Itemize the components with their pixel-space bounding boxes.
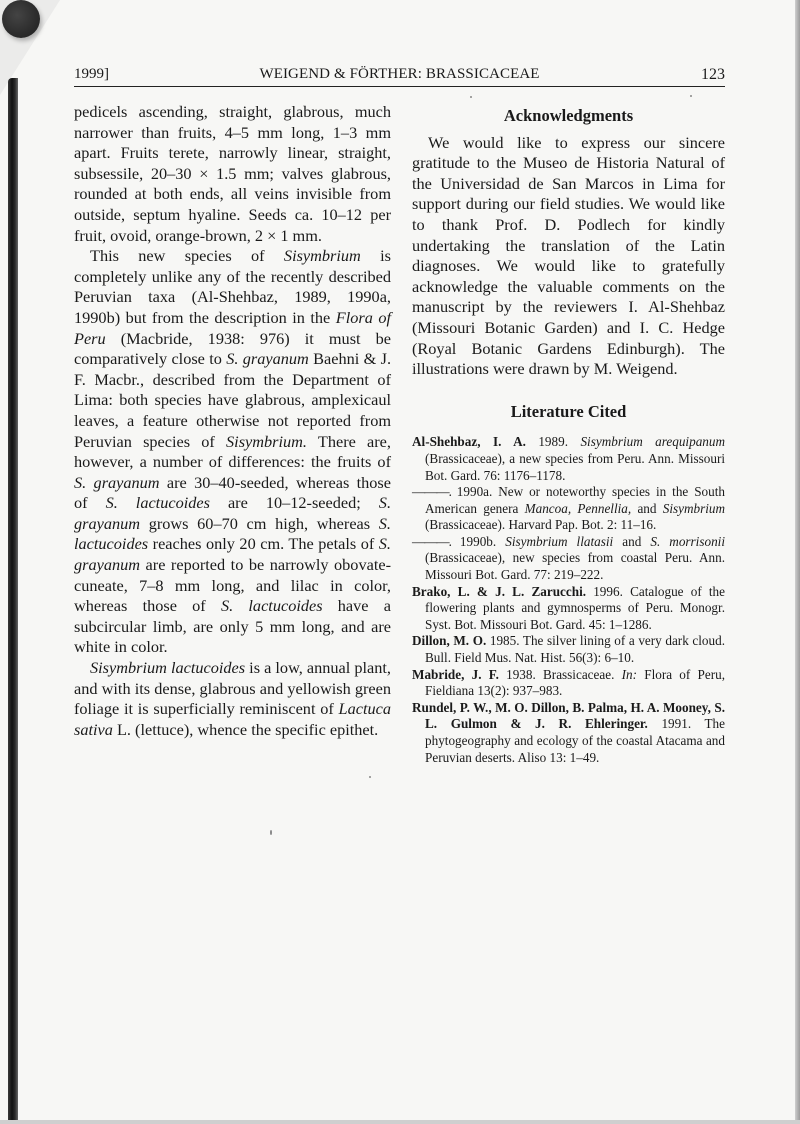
description-paragraph: pedicels ascending, straight, glabrous, much narrower than fruits, 4–5 mm long, 1–3 mm apart. Fruits terete, narrowly linear, straight, subsessile, 20–30 × 1.5 mm; valves glabrous, rounded at both ends, all veins invisible from outside, septum hyaline. Seeds ca. 10–12 per fruit, ovoid, orange-brown, 2 × 1 mm.	[74, 102, 391, 245]
reference-item: Al-Shehbaz, I. A. 1989. Sisymbrium arequipanum (Brassicaceae), a new species from Peru. Ann. Missouri Bot. Gard. 76: 1176–1178.	[412, 434, 725, 483]
running-title: WEIGEND & FÖRTHER: BRASSICACEAE	[259, 66, 540, 82]
reference-item: Rundel, P. W., M. O. Dillon, B. Palma, H. A. Mooney, S. L. Gulmon & J. R. Ehleringer. 1991. The phytogeography and ecology of the coastal Atacama and Peruvian deserts. Aliso 13: 1–49.	[412, 699, 726, 765]
binding-shadow	[8, 78, 18, 1124]
left-column	[74, 102, 391, 740]
reference-list	[412, 434, 725, 766]
page-bottom-edge	[0, 1120, 800, 1124]
literature-cited-heading: Literature Cited	[510, 401, 627, 421]
reference-item: Dillon, M. O. 1985. The silver lining of a very dark cloud. Bull. Field Mus. Nat. Hist. 56(3): 6–10.	[412, 633, 725, 666]
etymology-paragraph: Sisymbrium lactucoides is a low, annual plant, and with its dense, glabrous and yellowish green foliage it is superficially reminiscent of Lactuca sativa L. (lettuce), whence the specific epithet.	[74, 658, 392, 739]
acknowledgments-heading: Acknowledgments	[503, 106, 634, 125]
acknowledgments-body: We would like to express our sincere gratitude to the Museo de Historia Natural of the Universidad de San Marcos in Lima for support during our field studies. We would like to thank Prof. D. Podlech for kindly undertaking the translation of the Latin diagnoses. We would like to gratefully acknowledge the valuable comments on the manuscript by the reviewers I. Al-Shehbaz (Missouri Botanic Garden) and I. C. Hedge (Royal Botanic Gardens Edinburgh). The illustrations were drawn by M. Weigend.	[412, 132, 725, 379]
right-column	[412, 102, 725, 766]
reference-item: Brako, L. & J. L. Zarucchi. 1996. Catalogue of the flowering plants and gymnosperms of Peru. Monogr. Syst. Bot. Missouri Bot. Gard. 45: 1–1286.	[412, 583, 726, 632]
reference-item: ———. 1990b. Sisymbrium llatasii and S. morrisonii (Brassicaceae), new species from coastal Peru. Ann. Missouri Bot. Gard. 77: 219–222.	[412, 533, 725, 583]
running-head	[74, 64, 725, 87]
scan-speck	[369, 776, 371, 778]
page-right-edge	[795, 0, 800, 1124]
reference-item: ———. 1990a. New or noteworthy species in the South American genera Mancoa, Pennellia, and Sisymbrium (Brassicaceae). Harvard Pap. Bot. 2: 11–16.	[412, 484, 726, 533]
punch-hole	[2, 0, 40, 38]
reference-item: Mabride, J. F. 1938. Brassicaceae. In: Flora of Peru, Fieldiana 13(2): 937–983.	[412, 666, 725, 699]
comparison-paragraph: This new species of Sisymbrium is completely unlike any of the recently described Peruvian taxa (Al-Shehbaz, 1989, 1990a, 1990b) but from the description in the Flora of Peru (Macbride, 1938: 976) it must be comparatively close to S. grayanum Baehni & J. F. Macbr., described from the Department of Lima: both species have glabrous, amplexicaul leaves, a feature otherwise not reported from Peruvian species of Sisymbrium. There are, however, a number of differences: the fruits of S. grayanum are 30–40-seeded, whereas those of S. lactucoides are 10–12-seeded; S. grayanum grows 60–70 cm high, whereas S. lactucoides reaches only 20 cm. The petals of S. grayanum are reported to be narrowly obovate-cuneate, 7–8 mm long, and lilac in color, whereas those of S. lactucoides have a subcircular limb, are only 5 mm long, and are white in color.	[74, 246, 392, 657]
scan-speck	[470, 96, 472, 98]
page-number: 123	[701, 66, 725, 83]
scan-speck	[690, 95, 692, 97]
volume-year: 1999]	[74, 66, 109, 82]
scan-speck	[270, 830, 272, 835]
